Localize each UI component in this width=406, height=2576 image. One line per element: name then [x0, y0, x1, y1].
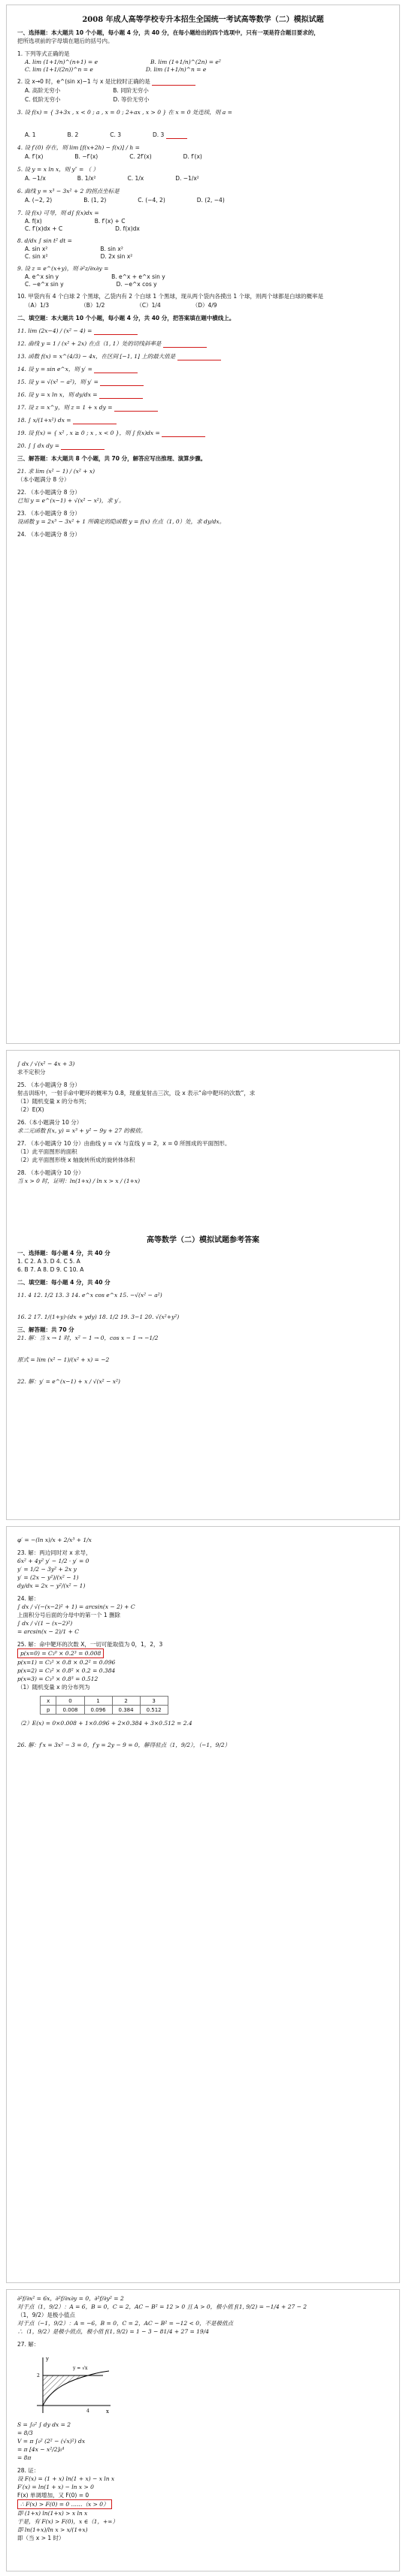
fill-12-text: 12. 曲线 y = 1 / (x² + 2x) 在点（1, 1）处的切线斜率是: [17, 340, 162, 347]
question-2: [17, 77, 389, 86]
solve-22-body: 已知 y = e^(x−1) + √(x² − x²)，求 y′。: [17, 497, 125, 504]
answer-underline: [114, 405, 158, 412]
answer-underline: [152, 79, 195, 86]
answer-27: 27. 解：: [17, 2341, 40, 2348]
question-7-a: A. f(x): [25, 218, 42, 225]
question-2-a: A. 高阶无穷小: [25, 87, 61, 94]
fill-14-text: 14. 设 y = sin e^x，则 y′ =: [17, 366, 92, 373]
tick-2: 2: [37, 2373, 40, 2378]
answer-underline: [94, 328, 138, 335]
question-5-choices: [25, 175, 389, 182]
answers-section-1: 一、选择题：每小题 4 分，共 40 分: [17, 1250, 111, 1256]
answer-underline: [166, 132, 187, 139]
section-1-intro-2: 把所选项前的字母填在题后的括号内。: [17, 38, 114, 44]
fill-19: [17, 429, 389, 437]
solve-27: 27. （本小题满分 10 分）由曲线 y = √x 与直线 y = 2，x = 0 所围成的平面图形。: [17, 1140, 231, 1147]
y-axis-label: y: [46, 2356, 49, 2362]
gap: [17, 1727, 389, 1741]
answer-23-line-4: dy/dx = 2x − y²/(x² − 1): [17, 1582, 86, 1589]
answer-28-line-2: F′(x) = ln(1 + x) − ln x > 0: [17, 2484, 94, 2490]
question-2-c: C. 低阶无穷小: [25, 96, 61, 103]
question-7-d: D. f(x)dx: [115, 225, 140, 232]
curve-label: y = √x: [73, 2366, 88, 2371]
gap: [17, 1342, 389, 1356]
answer-26-line-4: 对于点（−1，9/2）：A = −6，B = 0，C = 2，AC − B² = −12 < 0，不是极值点: [17, 2320, 233, 2327]
solve-25: 25. （本小题满分 8 分）: [17, 1081, 80, 1088]
question-7-b: B. f′(x) + C: [94, 218, 126, 225]
fill-13: [17, 352, 389, 360]
answer-underline: [163, 341, 207, 348]
question-7-choices-ab: [25, 218, 389, 225]
question-1-b: B. lim (1+1/n)^(2n) = e²: [150, 59, 221, 65]
answer-27-area: S = ∫₀² ∫ dy dx = 2: [17, 2421, 71, 2428]
table-cell: x: [41, 1697, 56, 1706]
question-9-c: C. −e^x sin y: [25, 281, 64, 288]
answer-24-line-4: = arcsin(x − 2)/1 + C: [17, 1628, 79, 1635]
question-5-c: C. 1/x: [127, 175, 144, 182]
answer-28-line-1: 设 F(x) = (1 + x) ln(1 + x) − x ln x: [17, 2475, 115, 2482]
answer-25: 25. 解：命中靶环的次数 X，一切可能取值为 0，1，2，3: [17, 1641, 163, 1648]
question-3-d-text: D. 3: [153, 131, 165, 138]
fill-15-text: 15. 设 y = √(x² − a²)，则 y′ =: [17, 379, 98, 385]
question-4-a: A. f′(x): [25, 153, 44, 160]
answer-25-p0-box: p(x=0) = C₃⁰ × 0.2³ = 0.008: [17, 1648, 104, 1658]
question-4-c: C. 2f′(x): [129, 153, 152, 160]
answer-22-f: φ′ = −(ln x)/x + 2/x³ + 1/x: [17, 1537, 92, 1543]
answer-27-area-ans: = 8/3: [17, 2430, 33, 2436]
exam-sheet-1-body: [7, 5, 399, 543]
question-7-c: C. f′(x)dx + C: [25, 225, 63, 232]
question-9-a: A. e^x sin y: [25, 273, 59, 280]
solve-21: 21. 求 lim (x² − 1) / (x² + x): [17, 468, 95, 475]
tick-4: 4: [86, 2409, 89, 2414]
question-3-d: [153, 131, 187, 139]
exam-title: 2008 年成人高等学校专升本招生全国统一考试高等数学（二）模拟试题: [82, 16, 324, 24]
question-10-a: （A）1/3: [25, 302, 50, 309]
question-6-d: D. (2, −4): [196, 197, 225, 204]
gap: [17, 1299, 389, 1313]
answer-21-body: 原式 = lim (x² − 1)/(x² + x) = −2: [17, 1356, 110, 1363]
question-8-d: D. 2x sin x²: [100, 253, 133, 260]
question-4-d: D. f′(x): [183, 153, 202, 160]
fill-16-text: 16. 设 y = x ln x，则 dy/dx =: [17, 391, 98, 398]
gap: [17, 1364, 389, 1377]
solve-25-body-3: （2）E(X): [17, 1106, 44, 1113]
x-axis-label: x: [106, 2409, 109, 2415]
answer-26-line-1: ∂²f/∂x² = 6x，∂²f/∂x∂y = 0，∂²f/∂y² = 2: [17, 2295, 124, 2302]
answer-26-line-5: ∴（1，9/2）是极小值点，极小值 f(1, 9/2) = 1 − 3 − 81/4 + 27 = 19/4: [17, 2328, 209, 2335]
question-2-d: D. 等价无穷小: [113, 96, 150, 103]
exam-sheet-4: [6, 2289, 400, 2571]
solve-23-body: 设函数 y = 2x³ − 3x² + 1 所确定的隐函数 y = f(x) 在点（1, 0）处，求 dy/dx。: [17, 518, 226, 525]
table-cell: 3: [140, 1697, 168, 1706]
solve-27-part-1: （1）此平面图形的面积: [17, 1148, 77, 1155]
question-5-a: A. −1/x: [25, 175, 46, 182]
table-cell: 0.512: [140, 1706, 168, 1715]
answer-23-line-1: 6x² + 4y² y′ − 1/2 · y′ = 0: [17, 1558, 89, 1564]
answer-23: 23. 解：两边同时对 x 求导，: [17, 1549, 92, 1556]
fill-17-text: 17. 设 z = x^y，则 z = 1 + x dy =: [17, 404, 113, 411]
question-8: 8. d/dx ∫ sin t² dt =: [17, 237, 72, 244]
question-1-d: D. lim (1+1/n)^n = e: [145, 66, 207, 73]
solve-28-body: 当 x > 0 时，证明：ln(1+x) / ln x > x / (1+x): [17, 1178, 141, 1184]
question-2-choices-cd: [25, 95, 389, 104]
question-3-spacer: [17, 116, 389, 130]
fill-19-text: 19. 设 f(x) = { x² , x ≥ 0 ; x , x < 0 }，则 ∫ f(x)dx =: [17, 430, 160, 436]
fill-15: [17, 378, 389, 386]
table-cell: 0.096: [84, 1706, 112, 1715]
answer-28-line-4: [17, 2499, 389, 2509]
answers-section-3: 三、解答题：共 70 分: [17, 1326, 74, 1333]
section-3-heading: 三、解答题：本大题共 8 个小题，共 70 分，解答应写出推理、演算步骤。: [17, 455, 207, 462]
question-10-choices: [25, 302, 389, 309]
answer-24-line-1: ∫ dx / √(−(x−2)² + 1) = arcsin(x − 2) + C: [17, 1603, 135, 1610]
answer-28-line-7: 即 ln(1+x)/ln x > x/(1+x): [17, 2526, 88, 2533]
answer-27-volume-ans: = 8π: [17, 2454, 32, 2461]
answer-28-line-6: 于是，有 F(x) > F(0)，x ∈（1，+∞）: [17, 2518, 119, 2525]
question-5-b: B. 1/x²: [77, 175, 96, 182]
answer-24-line-3: ∫ dx / √(1 − (x−2)²): [17, 1620, 73, 1627]
question-3-c: C. 3: [110, 131, 122, 138]
question-2-choices-ab: [25, 86, 389, 95]
answer-25-p0: [17, 1648, 389, 1658]
fill-17: [17, 403, 389, 412]
answer-28-line-5: 即 (1+x) ln(1+x) > x ln x: [17, 2510, 88, 2517]
answer-23-line-3: y′ = (2x − y²)/(x² − 1): [17, 1574, 79, 1581]
answer-24-line-2: 上面积分号后面的分母中的第一个 1 删除: [17, 1612, 121, 1618]
shaded-region: [43, 2375, 88, 2406]
fill-20-text: 20. ∫ ∫ dx dy =: [17, 442, 60, 449]
solve-26-body: 求二元函数 f(x, y) = x³ + y² − 9y + 27 的极值。: [17, 1127, 147, 1134]
question-1-choices-ab: [25, 59, 389, 65]
question-10-d: （D）4/9: [192, 302, 217, 309]
table-cell: 0.384: [112, 1706, 140, 1715]
question-9: 9. 设 z = e^(x+y)，则 ∂²z/∂x∂y =: [17, 265, 109, 272]
question-10: 10. 甲袋内有 4 个白球 2 个黑球，乙袋内有 2 个白球 1 个黑球，现从两个袋内各摸出 1 个球，则两个球都是白球的概率是: [17, 293, 324, 300]
question-7-choices-cd: [25, 225, 389, 232]
question-4-b: B. −f′(x): [74, 153, 98, 160]
solve-25-body-1: 射击训练中，一射手命中靶环的概率为 0.8，现重复射击三次，设 x 表示“命中靶环的次数”，求: [17, 1090, 256, 1096]
answer-28-line-4-box: ∴ F(x) > F(0) = 0 ……（x > 0）: [17, 2499, 112, 2509]
table-cell: p: [41, 1706, 56, 1715]
exam-sheet-3-body: [7, 1527, 399, 1754]
answer-underline: [73, 418, 117, 424]
exam-sheet-1: [6, 5, 400, 1044]
question-8-b: B. sin x²: [100, 246, 123, 252]
answer-25-p2: p(x=2) = C₃² × 0.8² × 0.2 = 0.384: [17, 1667, 116, 1674]
question-6-choices: [25, 197, 389, 204]
solve-24: 24. （本小题满分 8 分）: [17, 531, 80, 538]
question-3-b: B. 2: [67, 131, 79, 138]
question-1-choices-cd: [25, 66, 389, 73]
fill-13-text: 13. 函数 f(x) = x^(4/3) − 4x，在区间 [−1, 1] 上的最大值是: [17, 353, 176, 360]
fill-18-text: 18. ∫ x/(1+x²) dx =: [17, 417, 71, 424]
answer-27-volume: V = π ∫₀² (2² − (√x)²) dx: [17, 2438, 86, 2445]
question-7: 7. 设 f(x) 可导，则 d∫ f(x)dx =: [17, 210, 99, 216]
question-10-c: （C）1/4: [136, 302, 161, 309]
answer-underline: [162, 430, 205, 437]
solve-21-score: （本小题满分 8 分）: [17, 476, 70, 483]
fill-16: [17, 391, 389, 399]
question-2-text: 2. 设 x→0 时，e^(sin x)−1 与 x 是比较时正确的是: [17, 78, 150, 85]
question-4-choices: [25, 153, 389, 161]
question-9-d: D. −e^x cos y: [116, 281, 157, 288]
question-9-b: B. e^x + e^x sin y: [111, 273, 165, 280]
question-1: 1. 下列等式正确的是: [17, 50, 70, 57]
answer-21: 21. 解：当 x → 1 时，x² − 1 → 0，cos x − 1 → −1/2: [17, 1335, 159, 1341]
answer-23-line-2: y′ = 1/2 − 3y² + 2x y: [17, 1566, 77, 1573]
solve-23: 23. （本小题满分 8 分）: [17, 510, 80, 517]
answer-25-p3: p(x=3) = C₃³ × 0.8³ = 0.512: [17, 1676, 98, 1682]
answer-28: 28. 证：: [17, 2467, 40, 2474]
solve-27-part-2: （2）此平面图形绕 x 轴旋转所成的旋转体体积: [17, 1157, 135, 1163]
answer-26: 26. 解：f′x = 3x² − 3 = 0，f′y = 2y − 9 = 0，解得驻点（1，9/2），（−1，9/2）: [17, 1742, 231, 1748]
answer-25-p1: p(x=1) = C₃¹ × 0.8 × 0.2² = 0.096: [17, 1659, 116, 1666]
answers-row-1: 1. C 2. A 3. D 4. C 5. A: [17, 1258, 80, 1265]
answer-28-line-8: 即（当 x > 1 时）: [17, 2535, 65, 2541]
question-8-choices-ab: [25, 246, 389, 252]
answers-section-2: 二、填空题：每小题 4 分，共 40 分: [17, 1279, 111, 1286]
question-2-b: B. 同阶无穷小: [113, 87, 149, 94]
fill-12: [17, 339, 389, 348]
fill-11: [17, 327, 389, 335]
question-3: 3. 设 f(x) = { 3+3x , x < 0 ; a , x = 0 ; 2+ax , x > 0 } 在 x = 0 处连续，则 a =: [17, 109, 232, 116]
solve-24-integral: ∫ dx / √(x² − 4x + 3): [17, 1060, 75, 1067]
table-cell: 0: [56, 1697, 84, 1706]
answer-22: 22. 解：y′ = e^(x−1) + x / √(x² − x²): [17, 1378, 120, 1385]
answers-fill-2: 16. 2 17. 1/(1+y)·(dx + ydy) 18. 1/2 19. 3−1 20. √(x²+y²): [17, 1314, 180, 1320]
question-8-c: C. sin x²: [25, 253, 48, 260]
solve-28: 28. （本小题满分 10 分）: [17, 1169, 84, 1176]
question-6-c: C. (−4, 2): [138, 197, 165, 204]
answers-row-2: 6. B 7. A 8. D 9. C 10. A: [17, 1266, 84, 1273]
answer-underline: [94, 366, 138, 373]
answer-underline: [99, 392, 143, 399]
question-1-c: C. lim (1+1/(2n))^n = e: [25, 66, 93, 73]
answers-title: 高等数学（二）模拟试题参考答案: [147, 1236, 259, 1244]
question-9-choices-ab: [25, 273, 389, 280]
question-3-a: A. 1: [25, 131, 36, 138]
table-row: [41, 1697, 168, 1706]
section-1-intro: 一、选择题：本大题共 10 个小题，每小题 4 分，共 40 分，在每小题给出的四个选项中，只有一项是符合题目要求的，: [17, 29, 320, 36]
question-8-a: A. sin x²: [25, 246, 48, 252]
question-8-choices-cd: [25, 253, 389, 260]
table-row: [41, 1706, 168, 1715]
exam-sheet-3: [6, 1526, 400, 2283]
answer-25-dist: （1）随机变量 x 的分布列为: [17, 1684, 90, 1691]
solve-24-note: 求不定积分: [17, 1069, 46, 1075]
answer-28-line-3: F(x) 单调增加，又 F(0) = 0: [17, 2492, 89, 2499]
question-4: 4. 设 f′(0) 存在，则 lim [f(x+2h) − f(x)] / h =: [17, 144, 140, 151]
region-graph: [28, 2353, 118, 2416]
question-6-b: B. (1, 2): [83, 197, 107, 204]
answer-27-volume-2: = π [4x − x²/2]₀⁴: [17, 2446, 65, 2453]
distribution-table: [40, 1696, 168, 1715]
answer-25-e: （2）E(x) = 0×0.008 + 1×0.096 + 2×0.384 + 3×0.512 = 2.4: [17, 1720, 192, 1727]
answer-26-line-2: 对于点（1，9/2）：A = 6，B = 0，C = 2，AC − B² = 12 > 0 且 A > 0，极小值 f(1, 9/2) = −1/4 + 27 − 2: [17, 2303, 308, 2310]
table-cell: 2: [112, 1697, 140, 1706]
solve-25-body-2: （1）随机变量 x 的分布列；: [17, 1098, 90, 1105]
answers-fill-1: 11. 4 12. 1/2 13. 3 14. e^x cos e^x 15. −√(x² − a²): [17, 1292, 162, 1299]
fill-20: [17, 442, 389, 450]
fill-14: [17, 365, 389, 373]
solve-26: 26.（本小题满分 10 分）: [17, 1119, 83, 1126]
fill-11-text: 11. lim (2x−4) / (x² − 4) =: [17, 327, 92, 334]
answer-24: 24. 解：: [17, 1595, 40, 1602]
table-cell: 1: [84, 1697, 112, 1706]
answer-underline: [100, 379, 144, 386]
answer-26-line-3: （1，9/2）是极小值点: [17, 2312, 75, 2318]
question-5: 5. 设 y = x ln x，则 y″ = （ ）: [17, 166, 99, 173]
gap: [17, 1185, 389, 1230]
question-6: 6. 曲线 y = x³ − 3x² + 2 的拐点坐标是: [17, 188, 120, 195]
question-9-choices-cd: [25, 281, 389, 288]
answer-underline: [61, 443, 105, 450]
exam-sheet-2-body: [7, 1051, 399, 1390]
fill-18: [17, 416, 389, 424]
question-6-a: A. (−2, 2): [25, 197, 53, 204]
exam-sheet-4-body: [7, 2290, 399, 2547]
question-5-d: D. −1/x²: [175, 175, 199, 182]
question-10-b: （B）1/2: [80, 302, 105, 309]
table-cell: 0.008: [56, 1706, 84, 1715]
answer-underline: [177, 354, 221, 360]
section-2-heading: 二、填空题：本大题共 10 个小题，每小题 4 分，共 40 分，把答案填在题中横线上。: [17, 315, 235, 321]
exam-sheet-2: [6, 1050, 400, 1520]
solve-22: 22. （本小题满分 8 分）: [17, 489, 80, 496]
question-1-a: A. lim (1+1/n)^(n+1) = e: [25, 59, 98, 65]
question-3-choices: [25, 131, 389, 139]
